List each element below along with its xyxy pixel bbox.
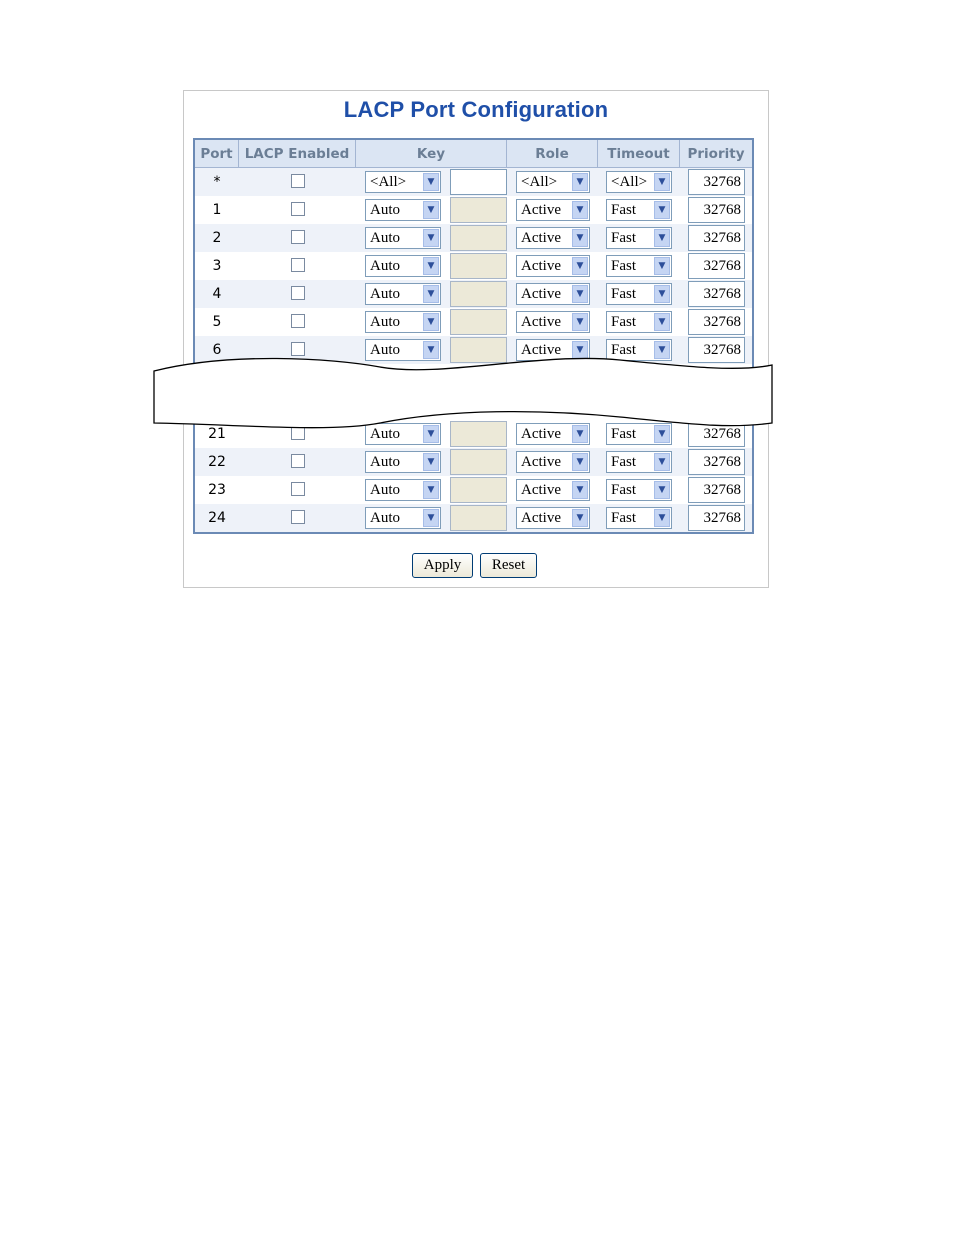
port-number: 2 (212, 230, 222, 246)
port-number: 4 (212, 286, 222, 302)
chevron-down-icon[interactable]: ▼ (572, 201, 588, 219)
priority-input[interactable]: 32768 (688, 197, 745, 223)
port-number: 1 (212, 202, 222, 218)
chevron-down-icon[interactable]: ▼ (572, 453, 588, 471)
chevron-down-icon[interactable]: ▼ (654, 285, 670, 303)
port-number: 3 (212, 258, 222, 274)
chevron-down-icon[interactable]: ▼ (423, 425, 439, 443)
chevron-down-icon[interactable]: ▼ (423, 229, 439, 247)
header-priority: Priority (680, 140, 752, 168)
priority-input[interactable]: 32768 (688, 281, 745, 307)
role-select[interactable]: Active ▼ (516, 311, 590, 333)
apply-button[interactable]: Apply (412, 553, 473, 578)
timeout-select[interactable]: Fast ▼ (606, 507, 672, 529)
timeout-select[interactable]: Fast ▼ (606, 339, 672, 361)
timeout-select[interactable]: Fast ▼ (606, 255, 672, 277)
key-select[interactable]: <All> ▼ (365, 171, 441, 193)
chevron-down-icon[interactable]: ▼ (654, 229, 670, 247)
chevron-down-icon[interactable]: ▼ (572, 173, 588, 191)
chevron-down-icon[interactable]: ▼ (423, 173, 439, 191)
timeout-select[interactable]: Fast ▼ (606, 479, 672, 501)
chevron-down-icon[interactable]: ▼ (423, 509, 439, 527)
timeout-select[interactable]: Fast ▼ (606, 283, 672, 305)
page-title: LACP Port Configuration (343, 97, 609, 122)
priority-input[interactable]: 32768 (688, 421, 745, 447)
chevron-down-icon[interactable]: ▼ (423, 453, 439, 471)
priority-input[interactable]: 32768 (688, 337, 745, 363)
priority-input[interactable]: 32768 (688, 449, 745, 475)
reset-button[interactable]: Reset (480, 553, 537, 578)
chevron-down-icon[interactable]: ▼ (572, 313, 588, 331)
chevron-down-icon[interactable]: ▼ (572, 257, 588, 275)
port-number: 24 (208, 510, 226, 526)
chevron-down-icon[interactable]: ▼ (654, 313, 670, 331)
chevron-down-icon[interactable]: ▼ (423, 481, 439, 499)
key-select[interactable]: Auto ▼ (365, 451, 441, 473)
key-select[interactable]: Auto ▼ (365, 199, 441, 221)
role-select[interactable]: <All> ▼ (516, 171, 590, 193)
key-select[interactable]: Auto ▼ (365, 255, 441, 277)
chevron-down-icon[interactable]: ▼ (572, 481, 588, 499)
chevron-down-icon[interactable]: ▼ (654, 481, 670, 499)
key-select[interactable]: Auto ▼ (365, 227, 441, 249)
port-number: 21 (208, 426, 226, 442)
priority-input[interactable]: 32768 (688, 477, 745, 503)
priority-input[interactable]: 32768 (688, 169, 745, 195)
chevron-down-icon[interactable]: ▼ (654, 257, 670, 275)
priority-input[interactable]: 32768 (688, 309, 745, 335)
chevron-down-icon[interactable]: ▼ (572, 229, 588, 247)
port-number: 5 (212, 314, 222, 330)
chevron-down-icon[interactable]: ▼ (654, 173, 670, 191)
timeout-select[interactable]: Fast ▼ (606, 199, 672, 221)
chevron-down-icon[interactable]: ▼ (654, 453, 670, 471)
chevron-down-icon[interactable]: ▼ (654, 341, 670, 359)
role-select[interactable]: Active ▼ (516, 507, 590, 529)
key-select[interactable]: Auto ▼ (365, 479, 441, 501)
priority-input[interactable]: 32768 (688, 253, 745, 279)
port-number: * (213, 174, 221, 190)
chevron-down-icon[interactable]: ▼ (654, 509, 670, 527)
chevron-down-icon[interactable]: ▼ (572, 285, 588, 303)
header-timeout: Timeout (598, 140, 680, 168)
timeout-select[interactable]: <All> ▼ (606, 171, 672, 193)
chevron-down-icon[interactable]: ▼ (423, 341, 439, 359)
header-port: Port (195, 140, 239, 168)
role-select[interactable]: Active ▼ (516, 199, 590, 221)
chevron-down-icon[interactable]: ▼ (423, 201, 439, 219)
chevron-down-icon[interactable]: ▼ (423, 257, 439, 275)
role-select[interactable]: Active ▼ (516, 423, 590, 445)
role-select[interactable]: Active ▼ (516, 451, 590, 473)
timeout-select[interactable]: Fast ▼ (606, 423, 672, 445)
chevron-down-icon[interactable]: ▼ (572, 425, 588, 443)
header-lacp-enabled: LACP Enabled (239, 140, 356, 168)
priority-input[interactable]: 32768 (688, 505, 745, 531)
port-number: 23 (208, 482, 226, 498)
chevron-down-icon[interactable]: ▼ (572, 341, 588, 359)
key-select[interactable]: Auto ▼ (365, 311, 441, 333)
chevron-down-icon[interactable]: ▼ (423, 285, 439, 303)
timeout-select[interactable]: Fast ▼ (606, 451, 672, 473)
key-select[interactable]: Auto ▼ (365, 283, 441, 305)
chevron-down-icon[interactable]: ▼ (572, 509, 588, 527)
role-select[interactable]: Active ▼ (516, 283, 590, 305)
key-select[interactable]: Auto ▼ (365, 423, 441, 445)
chevron-down-icon[interactable]: ▼ (654, 425, 670, 443)
port-number: 6 (212, 342, 222, 358)
role-select[interactable]: Active ▼ (516, 227, 590, 249)
priority-input[interactable]: 32768 (688, 225, 745, 251)
role-select[interactable]: Active ▼ (516, 479, 590, 501)
header-key: Key (356, 140, 507, 168)
key-select[interactable]: Auto ▼ (365, 507, 441, 529)
timeout-select[interactable]: Fast ▼ (606, 311, 672, 333)
chevron-down-icon[interactable]: ▼ (423, 313, 439, 331)
chevron-down-icon[interactable]: ▼ (654, 201, 670, 219)
role-select[interactable]: Active ▼ (516, 255, 590, 277)
timeout-select[interactable]: Fast ▼ (606, 227, 672, 249)
port-number: 22 (208, 454, 226, 470)
role-select[interactable]: Active ▼ (516, 339, 590, 361)
header-role: Role (507, 140, 598, 168)
key-select[interactable]: Auto ▼ (365, 339, 441, 361)
